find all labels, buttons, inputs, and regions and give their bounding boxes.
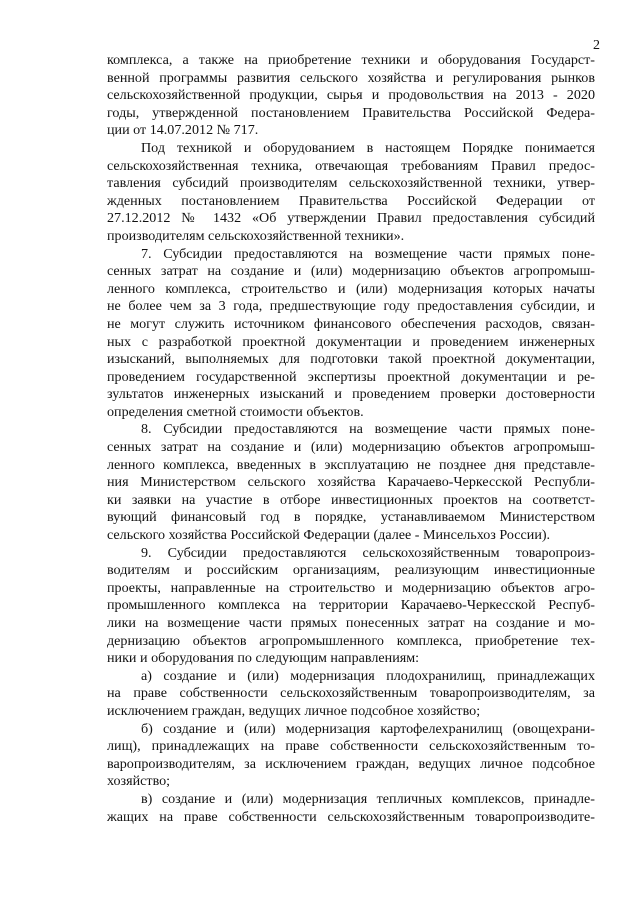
text-line: промышленного комплекса на территории Карачаево-Черкесской Респуб- <box>107 597 595 614</box>
text-line: производителям сельскохозяйственной техники». <box>107 227 405 244</box>
text-line: проведением государственной экспертизы проектной документации и ре- <box>107 368 595 385</box>
text-line: ния Министерством сельского хозяйства Карачаево-Черкесской Республи- <box>107 474 595 491</box>
text-line: комплекса, а также на приобретение техники и оборудования Государст- <box>107 52 595 68</box>
text-line: 9. Субсидии предоставляются сельскохозяйственным товаропроиз- <box>141 544 595 561</box>
text-line: лищ), принадлежащих на праве собственности сельскохозяйственным то- <box>107 738 595 755</box>
text-line: водителям и российским организациям, реализующим инвестиционные <box>107 562 595 579</box>
paragraph-item-7 <box>107 246 595 422</box>
text-line: ленного комплекса, строительство и (или) модернизация которых начаты <box>107 280 595 297</box>
text-line: сельскохозяйственной продукции, сырья и продовольствия на 2013 - 2020 <box>107 87 595 104</box>
text-line: годы, утвержденной постановлением Правительства Российской Федера- <box>107 104 595 121</box>
text-line: 8. Субсидии предоставляются на возмещение части прямых поне- <box>141 421 595 438</box>
paragraph-subitem-a <box>107 668 595 721</box>
text-line: сенных затрат на создание и (или) модернизацию объектов агропромыш- <box>107 439 595 456</box>
paragraph-item-9 <box>107 545 595 668</box>
paragraph-equipment-definition <box>107 140 595 246</box>
text-line: венной программы развития сельского хозяйства и регулирования рынков <box>107 69 595 86</box>
text-line: в) создание и (или) модернизация тепличных комплексов, принадле- <box>141 790 595 807</box>
paragraph-item-8 <box>107 421 595 544</box>
text-line: зультатов инженерных изысканий и проведением проверки достоверности <box>107 386 595 403</box>
text-line: не более чем за 3 года, предшествующие году предоставления субсидии, и <box>107 298 595 315</box>
text-line: исключением граждан, ведущих личное подсобное хозяйство; <box>107 702 481 719</box>
document-body <box>107 52 595 826</box>
text-line: хозяйство; <box>107 773 171 790</box>
text-line: варопроизводителям, за исключением граждан, ведущих личное подсобное <box>107 755 595 772</box>
text-line: а) создание и (или) модернизация плодохранилищ, принадлежащих <box>141 667 595 684</box>
text-line: лики на возмещение части прямых понесенных затрат на создание и мо- <box>107 615 595 631</box>
paragraph-subitem-b <box>107 721 595 791</box>
text-line: дернизацию объектов агропромышленного комплекса, приобретение тех- <box>107 632 595 649</box>
text-line: проекты, направленные на строительство и модернизацию объектов агро- <box>107 579 595 596</box>
text-line: жащих на праве собственности сельскохозяйственным товаропроизводите- <box>107 808 595 825</box>
text-line: 27.12.2012 № 1432 «Об утверждении Правил предоставления субсидий <box>107 210 595 227</box>
text-line: не могут служить источником финансового обеспечения расходов, связан- <box>107 315 595 332</box>
text-line: ники и оборудования по следующим направлениям: <box>107 650 420 667</box>
text-line: 7. Субсидии предоставляются на возмещение части прямых поне- <box>141 245 595 262</box>
text-line: вующий финансовый год в порядке, устанавливаемом Министерством <box>107 509 595 526</box>
text-line: ленного комплекса, введенных в эксплуатацию не позднее дня представле- <box>107 456 595 473</box>
text-line: ки заявки на участие в отборе инвестиционных проектов на соответст- <box>107 491 595 508</box>
text-line: на праве собственности сельскохозяйственным товаропроизводителям, за <box>107 685 595 702</box>
text-line: сельского хозяйства Российской Федерации (далее - Минсельхоз России). <box>107 527 551 544</box>
text-line: тавления субсидий производителям сельскохозяйственной техники, утвер- <box>107 175 595 192</box>
text-line: ных с разработкой проектной документации и проведением инженерных <box>107 333 595 350</box>
paragraph-program-reference <box>107 52 595 140</box>
text-line: б) создание и (или) модернизация картофелехранилищ (овощехрани- <box>141 720 595 737</box>
text-line: сенных затрат на создание и (или) модернизацию объектов агропромыш- <box>107 263 595 280</box>
text-line: сельскохозяйственная техника, отвечающая требованиям Правил предос- <box>107 157 595 174</box>
text-line: жденных постановлением Правительства Российской Федерации от <box>107 192 595 209</box>
text-line: ции от 14.07.2012 № 717. <box>107 122 259 139</box>
text-line: изысканий, выполняемых для подготовки такой проектной документации, <box>107 351 595 368</box>
paragraph-subitem-v <box>107 791 595 826</box>
text-line: определения сметной стоимости объектов. <box>107 403 364 420</box>
text-line: Под техникой и оборудованием в настоящем Порядке понимается <box>141 139 595 156</box>
page-number: 2 <box>593 38 600 53</box>
